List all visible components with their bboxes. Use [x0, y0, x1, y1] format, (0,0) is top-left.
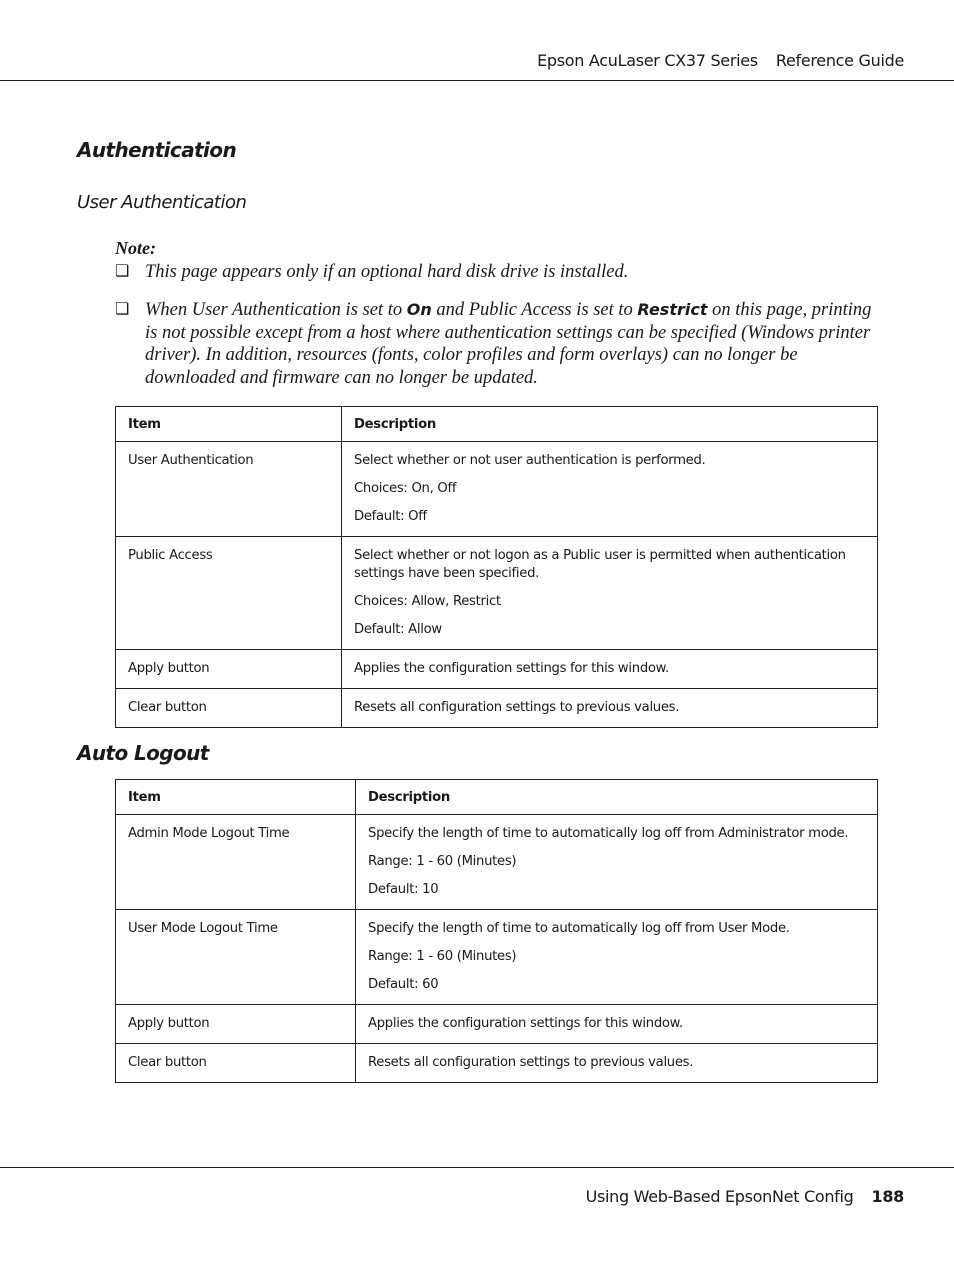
item-cell: User Authentication	[116, 442, 342, 537]
table-row	[116, 1044, 878, 1083]
header-rule	[0, 80, 954, 81]
bold-term-on: On	[406, 300, 432, 319]
column-header-description: Description	[342, 407, 878, 442]
running-footer	[586, 1187, 904, 1206]
description-cell: Resets all configuration settings to previous values.	[342, 689, 878, 728]
column-header-description: Description	[356, 780, 878, 815]
description-cell: Specify the length of time to automatically log off from User Mode. Range: 1 - 60 (Minutes) Default: 60	[356, 910, 878, 1005]
note-text: When User Authentication is set to On and Public Access is set to Restrict on this page, printing is not possible except from a host where authentication settings can be specified (Windows printer driver). In addition, resources (fonts, color profiles and form overlays) can no longer be downloaded and firmware can no longer be updated.	[145, 300, 872, 388]
authentication-table	[115, 406, 878, 728]
table-row	[116, 815, 878, 910]
note-item	[115, 261, 885, 284]
page-number: 188	[871, 1187, 904, 1206]
product-name: Epson AcuLaser CX37 Series	[537, 51, 758, 70]
chapter-title: Using Web-Based EpsonNet Config	[585, 1187, 854, 1206]
description-cell: Applies the configuration settings for this window.	[342, 650, 878, 689]
note-label: Note:	[115, 238, 156, 258]
table-header-row	[116, 407, 878, 442]
running-header	[537, 51, 904, 70]
bold-term-restrict: Restrict	[637, 300, 708, 319]
item-cell: Admin Mode Logout Time	[116, 815, 356, 910]
section-title-authentication: Authentication	[77, 138, 237, 162]
note-text: This page appears only if an optional hard disk drive is installed.	[145, 262, 629, 282]
table-row	[116, 689, 878, 728]
description-cell: Resets all configuration settings to previous values.	[356, 1044, 878, 1083]
table-row	[116, 650, 878, 689]
item-cell: Clear button	[116, 689, 342, 728]
subsection-title-user-authentication: User Authentication	[77, 192, 247, 213]
auto-logout-table	[115, 779, 878, 1083]
checkbox-bullet-icon: ❏	[115, 301, 130, 318]
description-cell: Select whether or not user authentication is performed. Choices: On, Off Default: Off	[342, 442, 878, 537]
checkbox-bullet-icon: ❏	[115, 263, 130, 280]
section-title-auto-logout: Auto Logout	[77, 741, 209, 765]
item-cell: Public Access	[116, 537, 342, 650]
description-cell: Specify the length of time to automatically log off from Administrator mode. Range: 1 - 60 (Minutes) Default: 10	[356, 815, 878, 910]
item-cell: Apply button	[116, 650, 342, 689]
description-cell: Select whether or not logon as a Public user is permitted when authentication settings have been specified. Choices: Allow, Restrict Default: Allow	[342, 537, 878, 650]
column-header-item: Item	[116, 407, 342, 442]
item-cell: Clear button	[116, 1044, 356, 1083]
table-row	[116, 910, 878, 1005]
table-row	[116, 537, 878, 650]
footer-rule	[0, 1167, 954, 1168]
column-header-item: Item	[116, 780, 356, 815]
table-row	[116, 442, 878, 537]
item-cell: Apply button	[116, 1005, 356, 1044]
description-cell: Applies the configuration settings for this window.	[356, 1005, 878, 1044]
guide-name: Reference Guide	[775, 51, 904, 70]
item-cell: User Mode Logout Time	[116, 910, 356, 1005]
table-header-row	[116, 780, 878, 815]
table-row	[116, 1005, 878, 1044]
note-item	[115, 299, 885, 389]
